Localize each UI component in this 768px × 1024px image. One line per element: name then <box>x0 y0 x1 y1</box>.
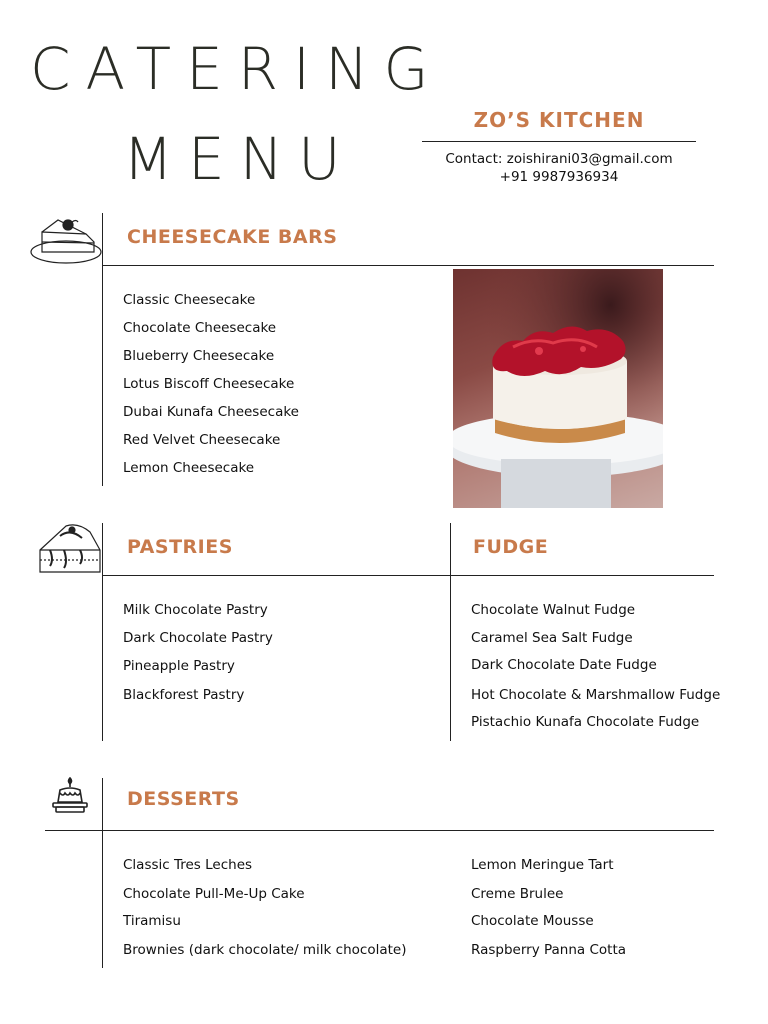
list-item: Creme Brulee <box>471 886 564 902</box>
list-item: Hot Chocolate & Marshmallow Fudge <box>471 687 721 703</box>
title-catering: CATERING <box>30 35 444 103</box>
list-item: Dark Chocolate Date Fudge <box>471 657 657 673</box>
list-item: Milk Chocolate Pastry <box>123 602 268 618</box>
pudding-icon <box>50 776 90 816</box>
list-item: Tiramisu <box>123 913 181 929</box>
list-item: Blackforest Pastry <box>123 687 245 703</box>
pastries-fudge-rule <box>102 575 714 576</box>
pastries-vertical-divider <box>102 523 103 741</box>
list-item: Chocolate Pull-Me-Up Cake <box>123 886 305 902</box>
list-item: Raspberry Panna Cotta <box>471 942 627 958</box>
list-item: Brownies (dark chocolate/ milk chocolate) <box>123 942 407 958</box>
list-item: Lemon Meringue Tart <box>471 857 614 873</box>
title-menu: MENU <box>123 125 356 193</box>
list-item: Classic Cheesecake <box>123 292 256 308</box>
cheesecake-section-title: CHEESECAKE BARS <box>127 226 338 248</box>
fudge-vertical-divider <box>450 523 451 741</box>
list-item: Red Velvet Cheesecake <box>123 432 281 448</box>
desserts-vertical-divider <box>102 778 103 968</box>
list-item: Lemon Cheesecake <box>123 460 255 476</box>
fudge-section-title: FUDGE <box>473 536 549 558</box>
list-item: Pineapple Pastry <box>123 658 235 674</box>
list-item: Caramel Sea Salt Fudge <box>471 630 633 646</box>
pastry-slice-icon <box>36 520 104 578</box>
cheesecake-vertical-divider <box>102 213 103 486</box>
list-item: Lotus Biscoff Cheesecake <box>123 376 295 392</box>
contact-phone: +91 9987936934 <box>499 169 619 185</box>
list-item: Chocolate Cheesecake <box>123 320 277 336</box>
list-item: Blueberry Cheesecake <box>123 348 275 364</box>
list-item: Chocolate Mousse <box>471 913 594 929</box>
list-item: Classic Tres Leches <box>123 857 253 873</box>
cheesecake-photo <box>453 269 663 508</box>
list-item: Pistachio Kunafa Chocolate Fudge <box>471 714 700 730</box>
brand-name: ZO’S KITCHEN <box>473 108 645 132</box>
desserts-rule <box>45 830 714 831</box>
list-item: Chocolate Walnut Fudge <box>471 602 636 618</box>
cheesecake-rule <box>102 265 714 266</box>
contact-email: Contact: zoishirani03@gmail.com <box>445 151 673 167</box>
cheesecake-slice-icon <box>28 212 104 268</box>
brand-divider <box>422 141 696 142</box>
list-item: Dark Chocolate Pastry <box>123 630 273 646</box>
desserts-section-title: DESSERTS <box>127 788 240 810</box>
pastries-section-title: PASTRIES <box>127 536 233 558</box>
list-item: Dubai Kunafa Cheesecake <box>123 404 299 420</box>
